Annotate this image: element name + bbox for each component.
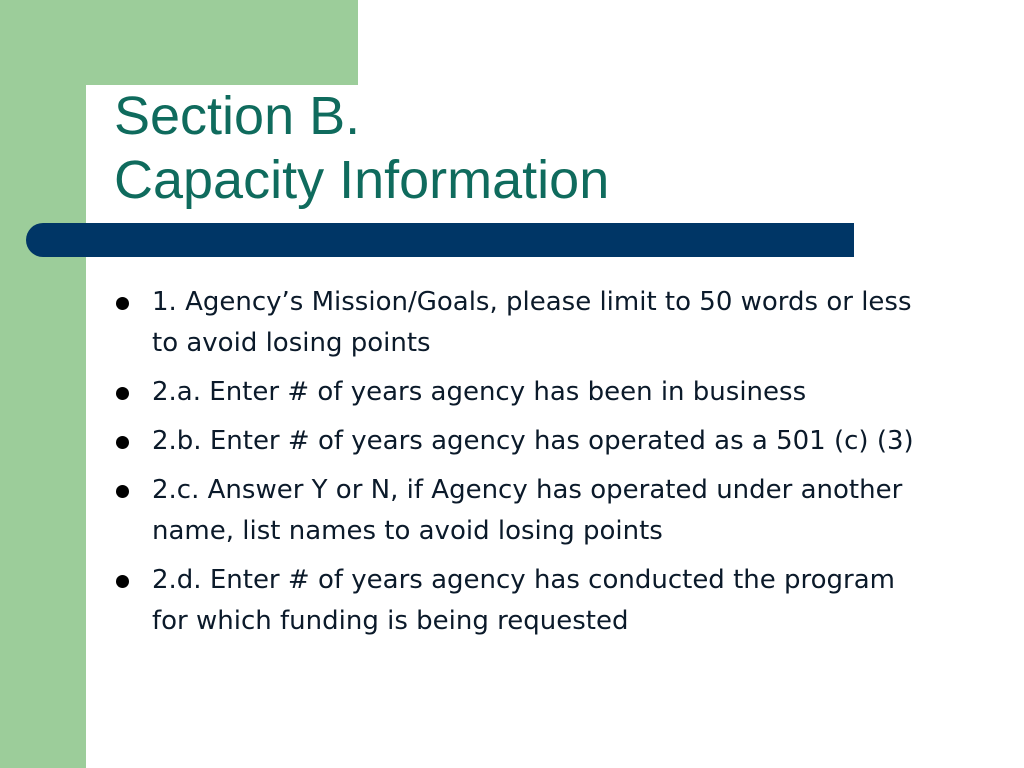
bullet-dot-icon (116, 387, 129, 400)
bullet-dot-icon (116, 485, 129, 498)
title-divider-bar (26, 223, 854, 257)
bullet-item (112, 421, 932, 462)
green-decoration-left (0, 0, 86, 768)
bullet-dot-icon (116, 575, 129, 588)
bullet-text: 2.d. Enter # of years agency has conducted the program for which funding is being requested (152, 565, 895, 636)
bullet-dot-icon (116, 436, 129, 449)
bullet-item (112, 282, 932, 364)
bullet-text: 2.a. Enter # of years agency has been in business (152, 377, 807, 407)
bullet-item (112, 470, 932, 552)
slide-title-line-2: Capacity Information (114, 150, 610, 210)
slide-title (114, 84, 609, 212)
bullet-text: 2.c. Answer Y or N, if Agency has operated under another name, list names to avoid losing points (152, 475, 903, 546)
bullet-dot-icon (116, 297, 129, 310)
bullet-list (112, 282, 932, 650)
bullet-item (112, 560, 932, 642)
bullet-text: 1. Agency’s Mission/Goals, please limit to 50 words or less to avoid losing points (152, 287, 912, 358)
slide-title-line-1: Section B. (114, 86, 361, 146)
bullet-item (112, 372, 932, 413)
bullet-text: 2.b. Enter # of years agency has operated as a 501 (c) (3) (152, 426, 914, 456)
